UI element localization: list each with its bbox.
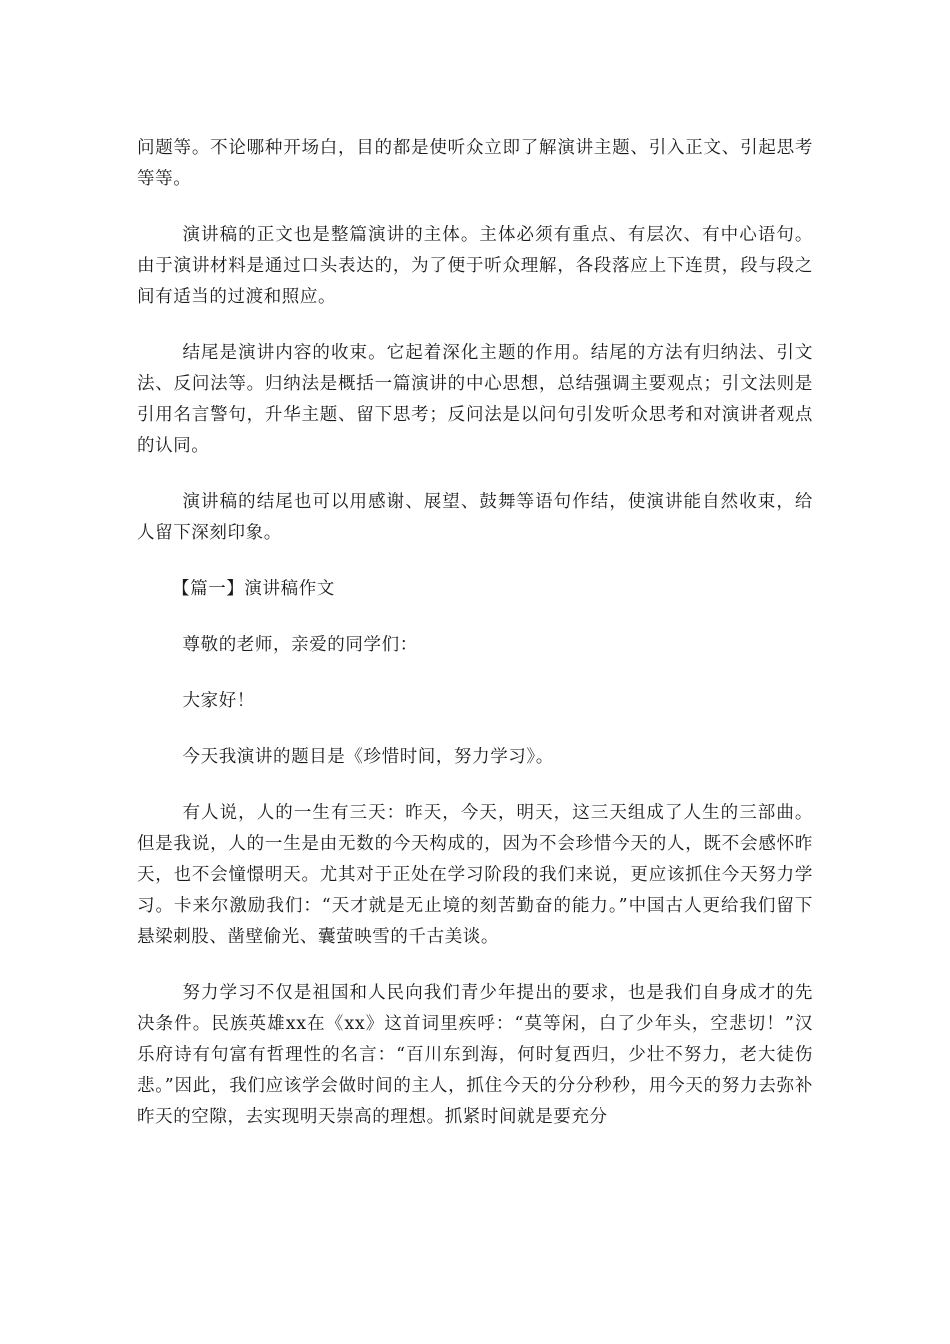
section-title: 【篇一】演讲稿作文 xyxy=(172,579,335,599)
paragraph-ending-methods: 结尾是演讲内容的收束。它起着深化主题的作用。结尾的方法有归纳法、引文法、反问法等。归纳法是概括一篇演讲的中心思想，总结强调主要观点；引文法则是引用名言警句，升华主题、留下思考；反问法是以问句引发听众思考和对演讲者观点的认同。 xyxy=(137,343,813,456)
speech-greeting: 大家好！ xyxy=(182,691,255,711)
speech-paragraph-study-hard: 努力学习不仅是祖国和人民向我们青少年提出的要求，也是我们自身成才的先决条件。民族英雄xx在《xx》这首词里疾呼：“莫等闲，白了少年头，空悲切！”汉乐府诗有句富有哲理性的名言：“百川东到海，何时复西归，少壮不努力，老大徒伤悲。”因此，我们应该学会做时间的主人，抓住今天的分分秒秒，用今天的努力去弥补昨天的空隙，去实现明天崇高的理想。抓紧时间就是要充分 xyxy=(137,983,813,1127)
speech-paragraph-three-days: 有人说，人的一生有三天：昨天，今天，明天，这三天组成了人生的三部曲。但是我说，人的一生是由无数的今天构成的，因为不会珍惜今天的人，既不会感怀昨天，也不会憧憬明天。尤其对于正处在学习阶段的我们来说，更应该抓住今天努力学习。卡来尔激励我们：“天才就是无止境的刻苦勤奋的能力。”中国古人更给我们留下悬梁刺股、凿壁偷光、囊萤映雪的千古美谈。 xyxy=(137,803,813,947)
paragraph-opening-continued: 问题等。不论哪种开场白，目的都是使听众立即了解演讲主题、引入正文、引起思考等等。 xyxy=(137,138,813,189)
speech-salutation: 尊敬的老师，亲爱的同学们： xyxy=(182,635,418,655)
speech-topic: 今天我演讲的题目是《珍惜时间，努力学习》。 xyxy=(182,747,554,767)
paragraph-ending-phrases: 演讲稿的结尾也可以用感谢、展望、鼓舞等语句作结，使演讲能自然收束，给人留下深刻印象。 xyxy=(137,492,813,543)
paragraph-body-section: 演讲稿的正文也是整篇演讲的主体。主体必须有重点、有层次、有中心语句。由于演讲材料是通过口头表达的，为了便于听众理解，各段落应上下连贯，段与段之间有适当的过渡和照应。 xyxy=(137,225,813,307)
document-page xyxy=(137,133,813,1158)
